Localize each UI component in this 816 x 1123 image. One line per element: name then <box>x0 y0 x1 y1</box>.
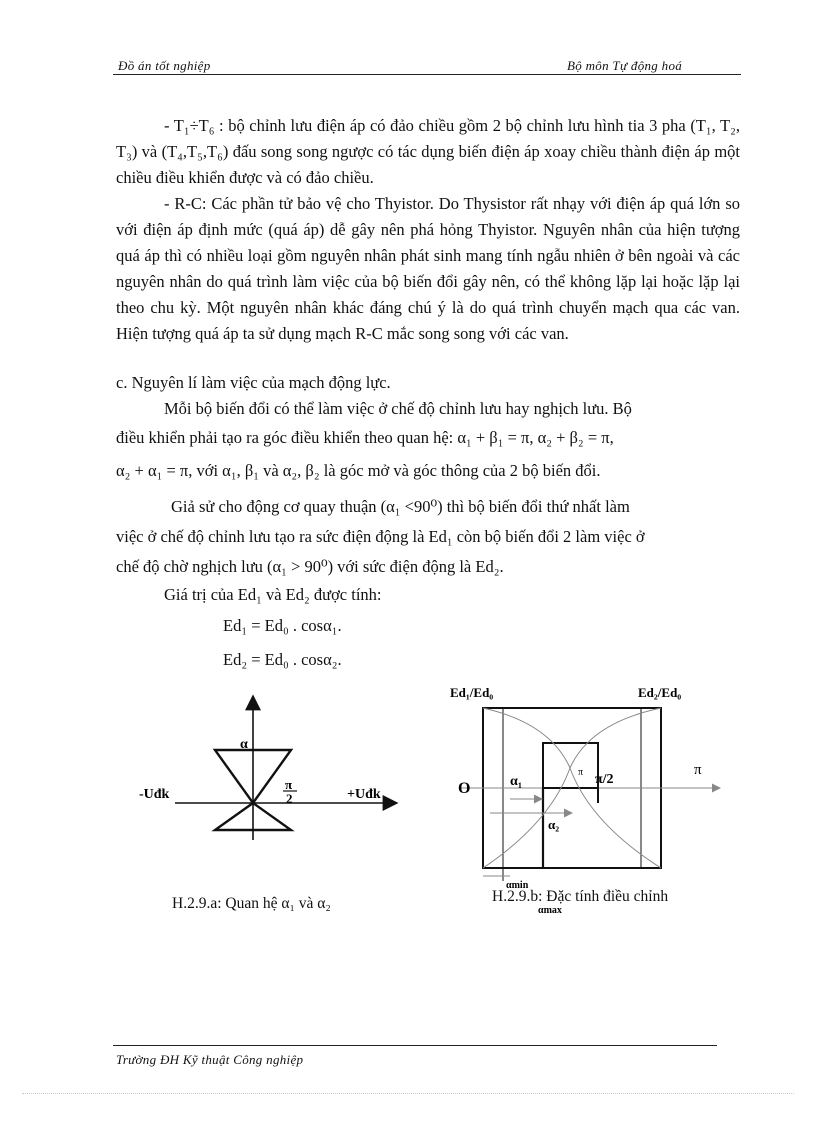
paragraph-operating-l1: Mỗi bộ biến đổi có thể làm việc ở chế độ chỉnh lưu hay nghịch lưu. Bộ <box>164 399 632 418</box>
footer-rule <box>113 1045 717 1046</box>
figure-a-diagram <box>135 690 425 870</box>
figure-b-label-pi: π <box>694 762 702 778</box>
equation-ed1: Ed₁ = Ed₀ . cosα₁. <box>223 616 342 635</box>
figure-b-label-alpha1: α₁ <box>510 774 523 789</box>
figure-b-diagram <box>450 683 730 915</box>
figure-b-label-alpha2: α₂ <box>548 817 560 832</box>
header-right: Bộ môn Tự động hoá <box>567 58 683 73</box>
paragraph-operating-l2: điều khiển phải tạo ra góc điều khiển theo quan hệ: α₁ + β₁ = π, α₂ + β₂ = π, <box>116 428 614 447</box>
figure-b-label-origin: O <box>458 780 471 797</box>
paragraph-thyristor-bridge: - T₁÷T₆ : bộ chỉnh lưu điện áp có đảo chiều gồm 2 bộ chỉnh lưu hình tia 3 pha (T₁, T₂, T₃) và (T₄,T₅,T₆) đấu song song ngược có tác dụng biến điện áp xoay chiều thành điện áp một chiều điều khiển được và có đảo chiều. <box>116 116 740 187</box>
page-edge <box>22 1093 794 1094</box>
figure-a-label-alpha: α <box>240 737 248 752</box>
header-rule <box>113 74 741 75</box>
figure-b-caption: H.2.9.b: Đặc tính điều chỉnh <box>492 888 669 905</box>
figure-b-label-pi-half: π/2 <box>595 772 614 787</box>
figure-a-label-pi: π <box>285 777 293 792</box>
paragraph-rc-protection: - R-C: Các phần tử bảo vệ cho Thyistor. Do Thysistor rất nhạy với điện áp quá lớn so với điện áp định mức (quá áp) dễ gây nên phá hỏng Thyistor. Nguyên nhân của hiện tượng quá áp thì có nhiều loại gồm nguyên nhân phát sinh mang tính ngẫu nhiên ở bên ngoài và các nguyên nhân do quá trình làm việc của bộ biến đổi gây nên, có thể không lặp lại hoặc lặp lại theo chu kỳ. Một nguyên nhân khác đáng chú ý là do quá trình chuyển mạch qua các van. Hiện tượng quá áp ta sử dụng mạch R-C mắc song song với các van. <box>116 194 740 343</box>
figure-a-label-two: 2 <box>286 791 293 806</box>
paragraph-forward-l2: việc ở chế độ chỉnh lưu tạo ra sức điện động là Ed₁ còn bộ biến đổi 2 làm việc ở <box>116 527 645 546</box>
equation-ed2: Ed₂ = Ed₀ . cosα₂. <box>223 650 342 669</box>
figure-a-caption: H.2.9.a: Quan hệ α₁ và α₂ <box>172 895 331 912</box>
figure-b-label-pi-small: π <box>578 767 584 778</box>
paragraph-values: Giá trị của Ed₁ và Ed₂ được tính: <box>164 585 382 604</box>
figure-a-label-pos-udk: +Uđk <box>347 787 381 802</box>
footer-text: Trường ĐH Kỹ thuật Công nghiệp <box>116 1052 304 1067</box>
paragraph-forward-l1: Giả sử cho động cơ quay thuận (α₁ <90⁰) thì bộ biến đổi thứ nhất làm <box>171 497 630 516</box>
paragraph-operating-l3: α₂ + α₁ = π, với α₁, β₁ và α₂, β₂ là góc mở và góc thông của 2 bộ biến đổi. <box>116 461 601 480</box>
figure-b-label-ed1: Ed₁/Ed₀ <box>450 685 494 700</box>
figure-b-inner-rect <box>543 743 598 788</box>
figure-b-label-ed2: Ed₂/Ed₀ <box>638 685 682 700</box>
figure-a-label-neg-udk: -Uđk <box>139 787 170 802</box>
figure-b-label-alpha-max: αmax <box>538 905 562 915</box>
header-left: Đồ án tốt nghiệp <box>118 58 211 73</box>
heading-section-c: c. Nguyên lí làm việc của mạch động lực. <box>116 373 391 392</box>
figure-b-label-alpha-min: αmin <box>506 880 529 891</box>
paragraph-forward-l3: chế độ chờ nghịch lưu (α₁ > 90⁰) với sức điện động là Ed₂. <box>116 557 504 576</box>
